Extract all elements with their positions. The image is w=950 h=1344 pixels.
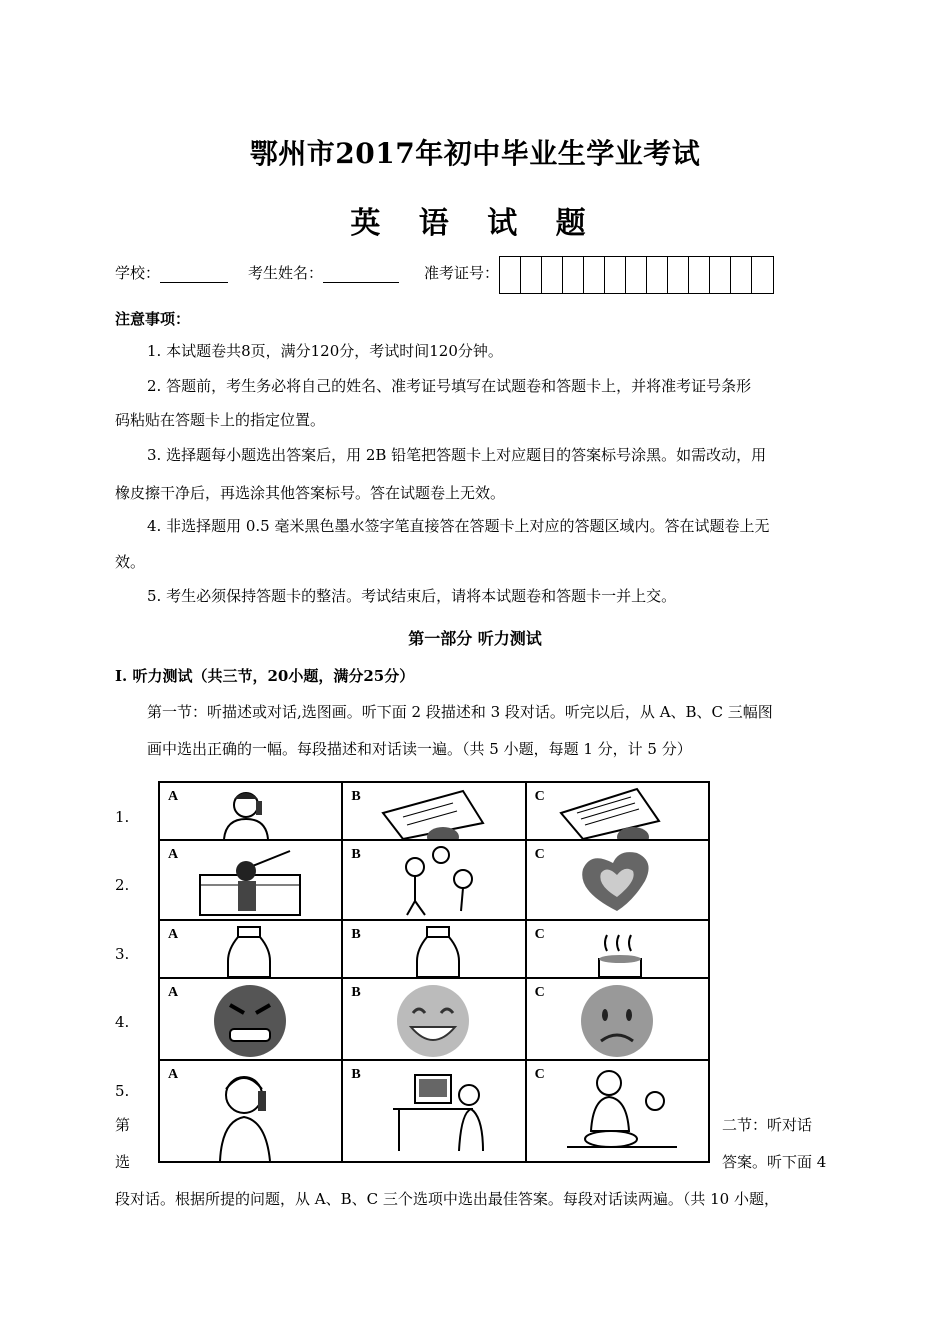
basketball-kids-icon	[343, 841, 525, 919]
option-b-basketball: B	[343, 841, 526, 919]
note-3b: 橡皮擦干净后，再选涂其他答案标号。答在试题卷上无效。	[115, 484, 506, 502]
question-number: 2.	[115, 876, 130, 894]
sad-face-icon	[527, 979, 708, 1059]
hot-cup-icon	[527, 921, 708, 977]
boy-on-phone-icon	[160, 783, 342, 839]
postcard-icon	[343, 783, 525, 839]
note-3a: 3. 选择题每小题选出答案后，用 2B 铅笔把答题卡上对应题目的答案标号涂黑。如需改动，用	[147, 446, 767, 464]
section1-intro-b: 画中选出正确的一幅。每段描述和对话读一遍。（共 5 小题，每题 1 分，计 5 分）	[147, 740, 692, 758]
picture-options-grid	[158, 781, 710, 1163]
name-blank	[323, 266, 399, 283]
section1-intro-a: 第一节：听描述或对话,选图画。听下面 2 段描述和 3 段对话。听完以后，从 A、B、C 三幅图	[147, 703, 773, 721]
question-row-4	[160, 979, 708, 1061]
happy-face-icon	[343, 979, 525, 1059]
option-b-computer: B	[343, 1061, 526, 1161]
option-a-girl-phone: A	[160, 1061, 343, 1161]
option-c-letters: C	[527, 783, 708, 839]
ribbon-logo-icon	[527, 841, 708, 919]
school-label: 学校：	[115, 264, 161, 282]
option-c-ribbon: C	[527, 841, 708, 919]
question-number: 3.	[115, 945, 130, 963]
angry-face-icon	[160, 979, 342, 1059]
option-c-hot-drink: C	[527, 921, 708, 977]
section-title: Ⅰ. 听力测试（共三节，20小题，满分25分）	[115, 667, 415, 685]
page-subtitle: 英 语 试 题	[350, 206, 600, 241]
notes-title: 注意事项：	[115, 310, 191, 328]
note-2b: 码粘贴在答题卡上的指定位置。	[115, 411, 326, 429]
option-a-phone-boy: A	[160, 783, 343, 839]
school-blank	[160, 266, 228, 283]
option-b-postcard: B	[343, 783, 526, 839]
name-label: 考生姓名：	[248, 264, 324, 282]
question-number: 4.	[115, 1013, 130, 1031]
exam-id-boxes	[499, 256, 774, 294]
school-field	[115, 262, 228, 283]
option-c-sad-face: C	[527, 979, 708, 1059]
id-label: 准考证号：	[424, 264, 500, 282]
section2-intro: 段对话。根据所提的问题，从 A、B、C 三个选项中选出最佳答案。每段对话读两遍。（共 10 小题，	[115, 1190, 779, 1208]
question-row-3	[160, 921, 708, 979]
option-a-angry-face: A	[160, 979, 343, 1059]
option-a-milk: A	[160, 921, 343, 977]
option-a-piano: A	[160, 841, 343, 919]
question-row-2	[160, 841, 708, 921]
girl-on-phone-icon	[160, 1061, 342, 1161]
option-b-milk: B	[343, 921, 526, 977]
section2-left-2: 选	[115, 1153, 131, 1171]
note-1: 1. 本试题卷共8页，满分120分，考试时间120分钟。	[147, 342, 503, 360]
question-row-1	[160, 783, 708, 841]
question-number: 1.	[115, 808, 130, 826]
cooking-family-icon	[527, 1061, 708, 1161]
note-4b: 效。	[115, 553, 146, 571]
section2-right-1: 二节：听对话	[722, 1116, 813, 1134]
piano-icon	[160, 841, 342, 919]
section2-left-1: 第	[115, 1116, 131, 1134]
name-field	[248, 262, 399, 283]
option-b-happy-face: B	[343, 979, 526, 1059]
note-4a: 4. 非选择题用 0.5 毫米黑色墨水签字笔直接答在答题卡上对应的答题区域内。答在试题卷上无	[147, 517, 770, 535]
letters-icon	[527, 783, 708, 839]
note-5: 5. 考生必须保持答题卡的整洁。考试结束后，请将本试题卷和答题卡一并上交。	[147, 587, 677, 605]
computer-desk-icon	[343, 1061, 525, 1161]
note-2a: 2. 答题前，考生务必将自己的姓名、准考证号填写在试题卷和答题卡上，并将准考证号条形	[147, 377, 752, 395]
milk-bottle-icon	[160, 921, 342, 977]
option-c-cooking: C	[527, 1061, 708, 1161]
question-row-5	[160, 1061, 708, 1161]
milk-bottle-icon	[343, 921, 525, 977]
page-title: 鄂州市2017年初中毕业生学业考试	[249, 137, 701, 170]
section2-right-2: 答案。听下面 4	[722, 1153, 827, 1171]
question-number: 5.	[115, 1082, 130, 1100]
part-heading: 第一部分 听力测试	[408, 629, 542, 648]
